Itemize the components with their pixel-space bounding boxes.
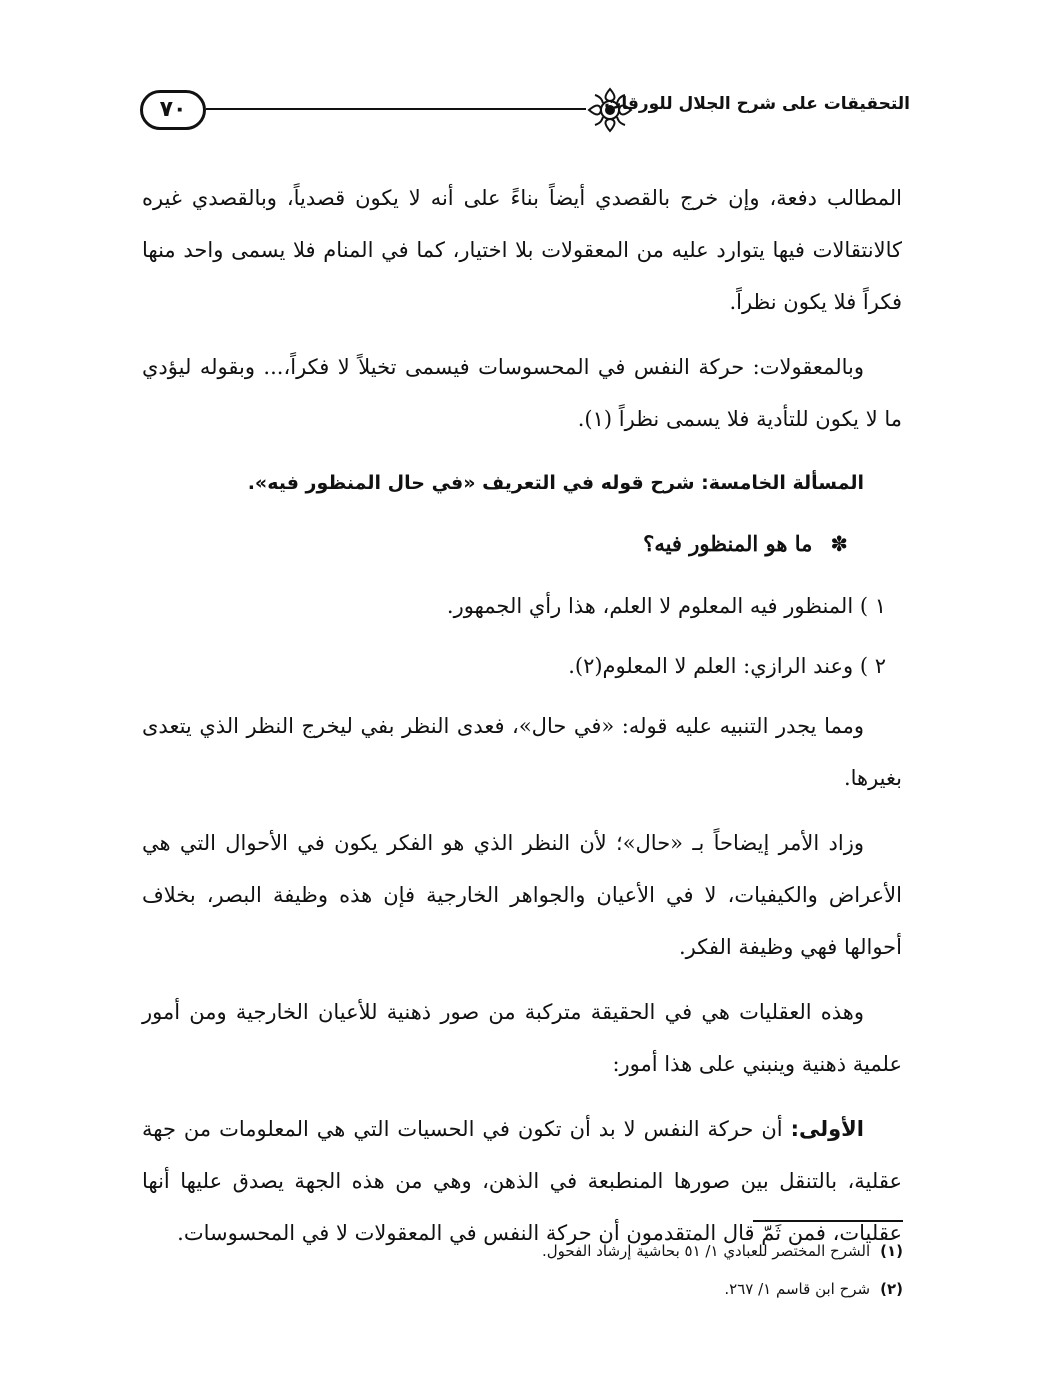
header-rule [206, 108, 586, 110]
paragraph-2: وبالمعقولات: حركة النفس في المحسوسات فيسمى تخيلاً لا فكراً،... وبقوله ليؤدي ما لا يكون للتأدية فلا يسمى نظراً (١). [142, 355, 902, 431]
footnote-rule [753, 1220, 903, 1222]
page-header [140, 68, 910, 148]
page-number: ٧٠ [140, 90, 206, 130]
bullet-question-text: ما هو المنظور فيه؟ [643, 531, 813, 556]
footnote-number: (١) [880, 1242, 903, 1260]
running-title: التحقيقات على شرح الجلال للورقات [604, 94, 910, 114]
asterisk-bullet-icon: ✽ [830, 532, 848, 556]
footnote-2 [143, 1270, 903, 1308]
list-item-1: ١ ) المنظور فيه المعلوم لا العلم، هذا رأي الجمهور. [446, 594, 886, 618]
footnote-1 [143, 1232, 903, 1270]
main-text [142, 172, 902, 1272]
section-heading: المسألة الخامسة: شرح قوله في التعريف «في حال المنظور فيه». [247, 472, 864, 494]
footnotes [143, 1232, 903, 1308]
footnote-text: الشرح المختصر للعبادي ١/ ٥١ بحاشية إرشاد الفحول. [542, 1242, 871, 1260]
footnote-number: (٢) [880, 1280, 903, 1298]
paragraph-6-text: أن حركة النفس لا بد أن تكون في الحسيات التي هي المعلومات من جهة عقلية، بالتنقل بين صورها المنطبعة في الذهن، وهي من هذه الجهة يصدق عليها أنها عقليات، فمن ثَمّ قال المتقدمون أن حركة النفس في المعقولات لا في المحسوسات. [142, 1117, 902, 1245]
footnote-text: شرح ابن قاسم ١/ ٢٦٧. [724, 1280, 871, 1298]
list-item-2: ٢ ) وعند الرازي: العلم لا المعلوم(٢). [568, 654, 886, 678]
bullet-question [142, 518, 902, 570]
paragraph-1: المطالب دفعة، وإن خرج بالقصدي أيضاً بناءً على أنه لا يكون قصدياً، وبالقصدي غيره كالانتقالات فيها يتوارد عليه من المعقولات بلا اختيار، كما في المنام فلا يسمى واحد منها فكراً فلا يكون نظراً. [142, 186, 902, 314]
paragraph-5: وهذه العقليات هي في الحقيقة متركبة من صور ذهنية للأعيان الخارجية ومن أمور علمية ذهنية وينبني على هذا أمور: [142, 1000, 902, 1076]
paragraph-3: ومما يجدر التنبيه عليه قوله: «في حال»، فعدى النظر بفي ليخرج النظر الذي يتعدى بغيرها. [142, 714, 902, 790]
paragraph-4: وزاد الأمر إيضاحاً بـ «حال»؛ لأن النظر الذي هو الفكر يكون في الأحوال التي هي الأعراض والكيفيات، لا في الأعيان والجواهر الخارجية فإن هذه وظيفة البصر، بخلاف أحوالها فهي وظيفة الفكر. [142, 831, 902, 959]
paragraph-6-lead: الأولى: [790, 1117, 864, 1141]
